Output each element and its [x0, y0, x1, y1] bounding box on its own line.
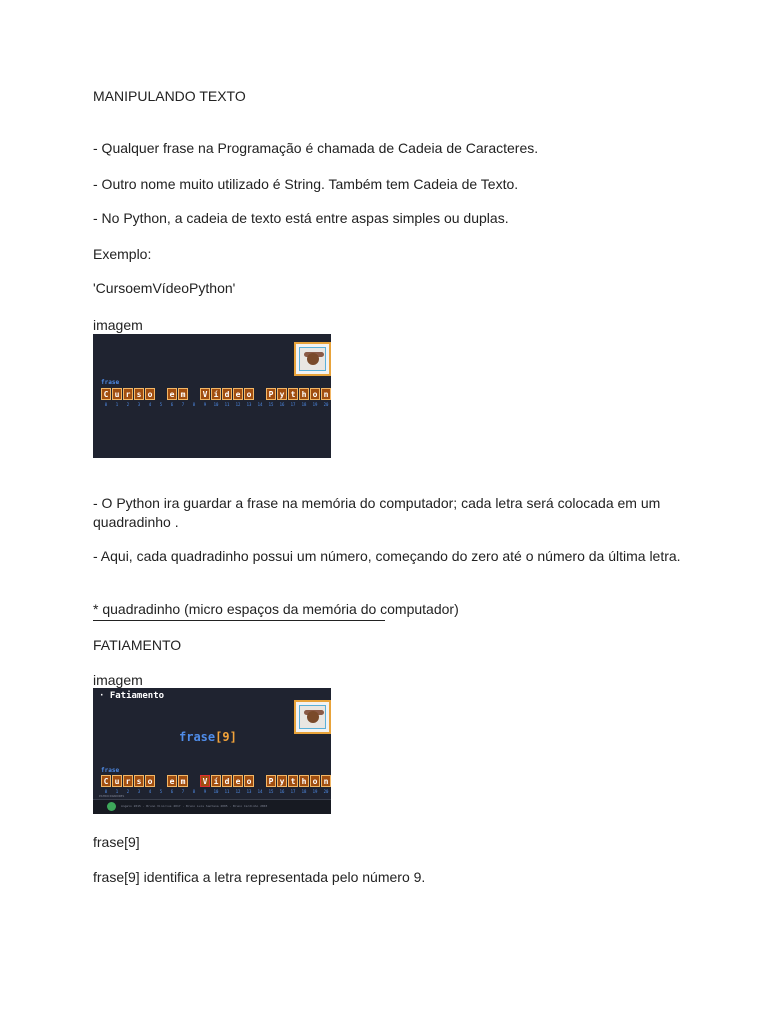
character-cell: P — [266, 775, 276, 787]
index-number: 2 — [126, 789, 130, 794]
index-number: 13 — [246, 402, 252, 407]
example-value: 'CursoemVídeoPython' — [93, 280, 236, 296]
variable-label: frase — [101, 379, 120, 386]
slice-expression: frase[9] — [179, 730, 237, 744]
character-cell: e — [167, 388, 177, 400]
index-number: 4 — [148, 789, 152, 794]
index-number: 18 — [301, 402, 307, 407]
character-cell: y — [277, 775, 287, 787]
character-cell: í — [211, 775, 221, 787]
character-cell — [189, 775, 199, 787]
index-number: 10 — [213, 402, 219, 407]
character-cell: t — [288, 388, 298, 400]
variable-label: frase — [101, 767, 120, 774]
character-cell: o — [145, 775, 155, 787]
index-number: 5 — [159, 789, 163, 794]
index-number: 14 — [257, 402, 263, 407]
paragraph: - Qualquer frase na Programação é chamada de Cadeia de Caracteres. — [93, 140, 539, 156]
character-cell: t — [288, 775, 298, 787]
sponsor-footer: PATROCINADORES Angelo 2015 · Bruno Vinicius 2017 · Bruno Luis Santana 2005 · Bruno Cardinho 2003 — [93, 799, 331, 814]
index-number: 7 — [181, 789, 185, 794]
character-cell: V — [200, 775, 210, 787]
index-number: 17 — [290, 402, 296, 407]
character-cell: u — [112, 775, 122, 787]
index-number: 9 — [203, 789, 207, 794]
character-cell: h — [299, 775, 309, 787]
character-cell: m — [178, 775, 188, 787]
paragraph: frase[9] identifica a letra representada pelo número 9. — [93, 869, 426, 885]
index-number: 1 — [115, 789, 119, 794]
paragraph: - O Python ira guardar a frase na memória do computador; cada letra será colocada em um quadradinho . — [93, 495, 661, 530]
index-number: 0 — [104, 789, 108, 794]
character-cell: m — [178, 388, 188, 400]
paragraph: - No Python, a cadeia de texto está entre aspas simples ou duplas. — [93, 210, 509, 226]
index-number: 10 — [213, 789, 219, 794]
character-cell: n — [321, 388, 331, 400]
character-cell — [255, 388, 265, 400]
character-cell: s — [134, 388, 144, 400]
section-title: FATIAMENTO — [93, 637, 182, 653]
character-cell: í — [211, 388, 221, 400]
webcam-overlay — [294, 700, 331, 734]
index-number: 11 — [224, 789, 230, 794]
character-cell: r — [123, 388, 133, 400]
index-number: 11 — [224, 402, 230, 407]
index-number: 3 — [137, 789, 141, 794]
index-number: 12 — [235, 402, 241, 407]
index-number: 18 — [301, 789, 307, 794]
paragraph: - Outro nome muito utilizado é String. Também tem Cadeia de Texto. — [93, 176, 519, 192]
character-cell: P — [266, 388, 276, 400]
paragraph: frase[9] — [93, 834, 140, 850]
index-number: 8 — [192, 402, 196, 407]
index-number: 19 — [312, 789, 318, 794]
character-cell: h — [299, 388, 309, 400]
character-cell: r — [123, 775, 133, 787]
section-divider — [93, 620, 385, 621]
character-cell: C — [101, 388, 111, 400]
index-number: 15 — [268, 402, 274, 407]
character-cell: n — [321, 775, 331, 787]
character-cell: e — [167, 775, 177, 787]
index-row — [101, 789, 331, 795]
character-cell: d — [222, 775, 232, 787]
character-cell: d — [222, 388, 232, 400]
character-cell — [156, 775, 166, 787]
character-cell: V — [200, 388, 210, 400]
index-number: 15 — [268, 789, 274, 794]
character-cell: o — [244, 775, 254, 787]
string-memory-screenshot — [93, 334, 331, 458]
character-cell — [255, 775, 265, 787]
index-number: 12 — [235, 789, 241, 794]
character-cell: y — [277, 388, 287, 400]
character-cell — [156, 388, 166, 400]
slicing-screenshot — [93, 688, 331, 814]
slide-title: · Fatiamento — [99, 691, 165, 701]
image-label: imagem — [93, 317, 143, 333]
page-title: MANIPULANDO TEXTO — [93, 88, 246, 104]
character-cell: u — [112, 388, 122, 400]
index-number: 6 — [170, 789, 174, 794]
image-label: imagem — [93, 672, 143, 688]
character-cells — [101, 775, 331, 787]
index-number: 2 — [126, 402, 130, 407]
index-number: 7 — [181, 402, 185, 407]
index-number: 14 — [257, 789, 263, 794]
character-cell: s — [134, 775, 144, 787]
index-number: 3 — [137, 402, 141, 407]
character-cell: e — [233, 388, 243, 400]
character-cell: o — [310, 388, 320, 400]
index-number: 16 — [279, 402, 285, 407]
paragraph: - Aqui, cada quadradinho possui um número, começando do zero até o número da última letra. — [93, 548, 681, 564]
index-number: 13 — [246, 789, 252, 794]
index-number: 8 — [192, 789, 196, 794]
index-number: 17 — [290, 789, 296, 794]
paragraph: * quadradinho (micro espaços da memória do computador) — [93, 601, 459, 617]
example-label: Exemplo: — [93, 246, 152, 262]
character-cells — [101, 388, 331, 400]
character-cell: e — [233, 775, 243, 787]
webcam-overlay — [294, 342, 331, 376]
character-cell: C — [101, 775, 111, 787]
character-cell: o — [145, 388, 155, 400]
channel-logo-icon — [107, 802, 116, 811]
index-number: 20 — [323, 789, 329, 794]
index-number: 6 — [170, 402, 174, 407]
index-number: 20 — [323, 402, 329, 407]
index-number: 0 — [104, 402, 108, 407]
index-number: 4 — [148, 402, 152, 407]
character-cell: o — [310, 775, 320, 787]
index-number: 5 — [159, 402, 163, 407]
index-number: 9 — [203, 402, 207, 407]
index-number: 16 — [279, 789, 285, 794]
index-number: 19 — [312, 402, 318, 407]
index-number: 1 — [115, 402, 119, 407]
index-row — [101, 402, 331, 408]
character-cell — [189, 388, 199, 400]
character-cell: o — [244, 388, 254, 400]
